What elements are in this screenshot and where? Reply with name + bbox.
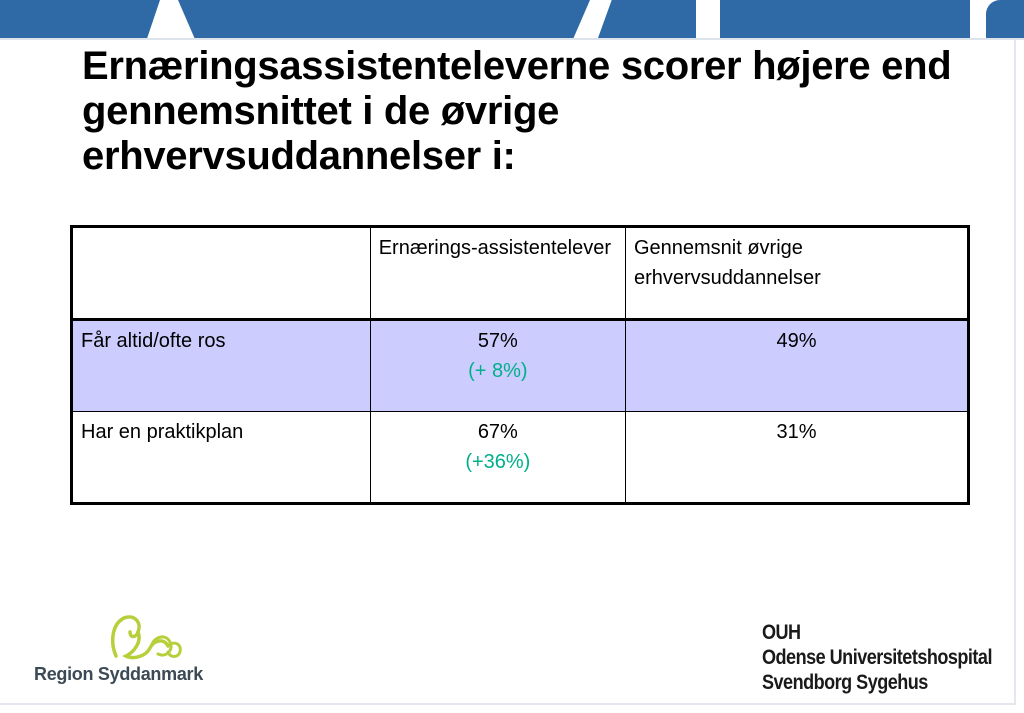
- row-average: 49%: [625, 320, 968, 412]
- ouh-logo: [762, 620, 1012, 695]
- row-average: 31%: [625, 412, 968, 504]
- comparison-table: [70, 225, 970, 505]
- header-bar-segment: [178, 0, 590, 38]
- header-bar-shadow: [0, 38, 1024, 40]
- row-value-cell: [370, 320, 625, 412]
- ouh-logo-line3: Svendborg Sygehus: [762, 671, 928, 694]
- header-bar-segment: [986, 0, 1024, 38]
- row-label: Får altid/ofte ros: [72, 320, 371, 412]
- header-bar-segment: [0, 0, 160, 38]
- header-cell-ernaerings: Ernærings-assistentelever: [370, 227, 625, 320]
- slide-title: Ernæringsassistenteleverne scorer højere end gennemsnittet i de øvrige erhvervsuddannelser i:: [82, 44, 952, 178]
- region-syddanmark-logo: [30, 612, 203, 692]
- header-bar-segment: [598, 0, 696, 38]
- row-difference: (+ 8%): [468, 360, 528, 382]
- table-row: [72, 412, 969, 504]
- region-syddanmark-wordmark: Region Syddanmark: [34, 664, 203, 684]
- header-bar-segment: [720, 0, 970, 38]
- row-difference: (+36%): [465, 451, 531, 473]
- table-row: [72, 320, 969, 412]
- table-header-row: [72, 227, 969, 320]
- bottom-border-line: [0, 703, 1016, 705]
- ouh-logo-line1: OUH: [762, 621, 801, 644]
- header-cell-gennemsnit: Gennemsnit øvrige erhvervsuddannelser: [625, 227, 968, 320]
- row-value-cell: [370, 412, 625, 504]
- right-border-line: [1014, 40, 1016, 705]
- ouh-logo-line2: Odense Universitetshospital: [762, 646, 992, 669]
- row-value: 67%: [477, 421, 518, 443]
- header-cell-empty: [72, 227, 371, 320]
- region-syddanmark-emblem-icon: [108, 612, 198, 668]
- row-value: 57%: [477, 330, 518, 352]
- row-label: Har en praktikplan: [72, 412, 371, 504]
- header-decoration-bar: [0, 0, 1024, 40]
